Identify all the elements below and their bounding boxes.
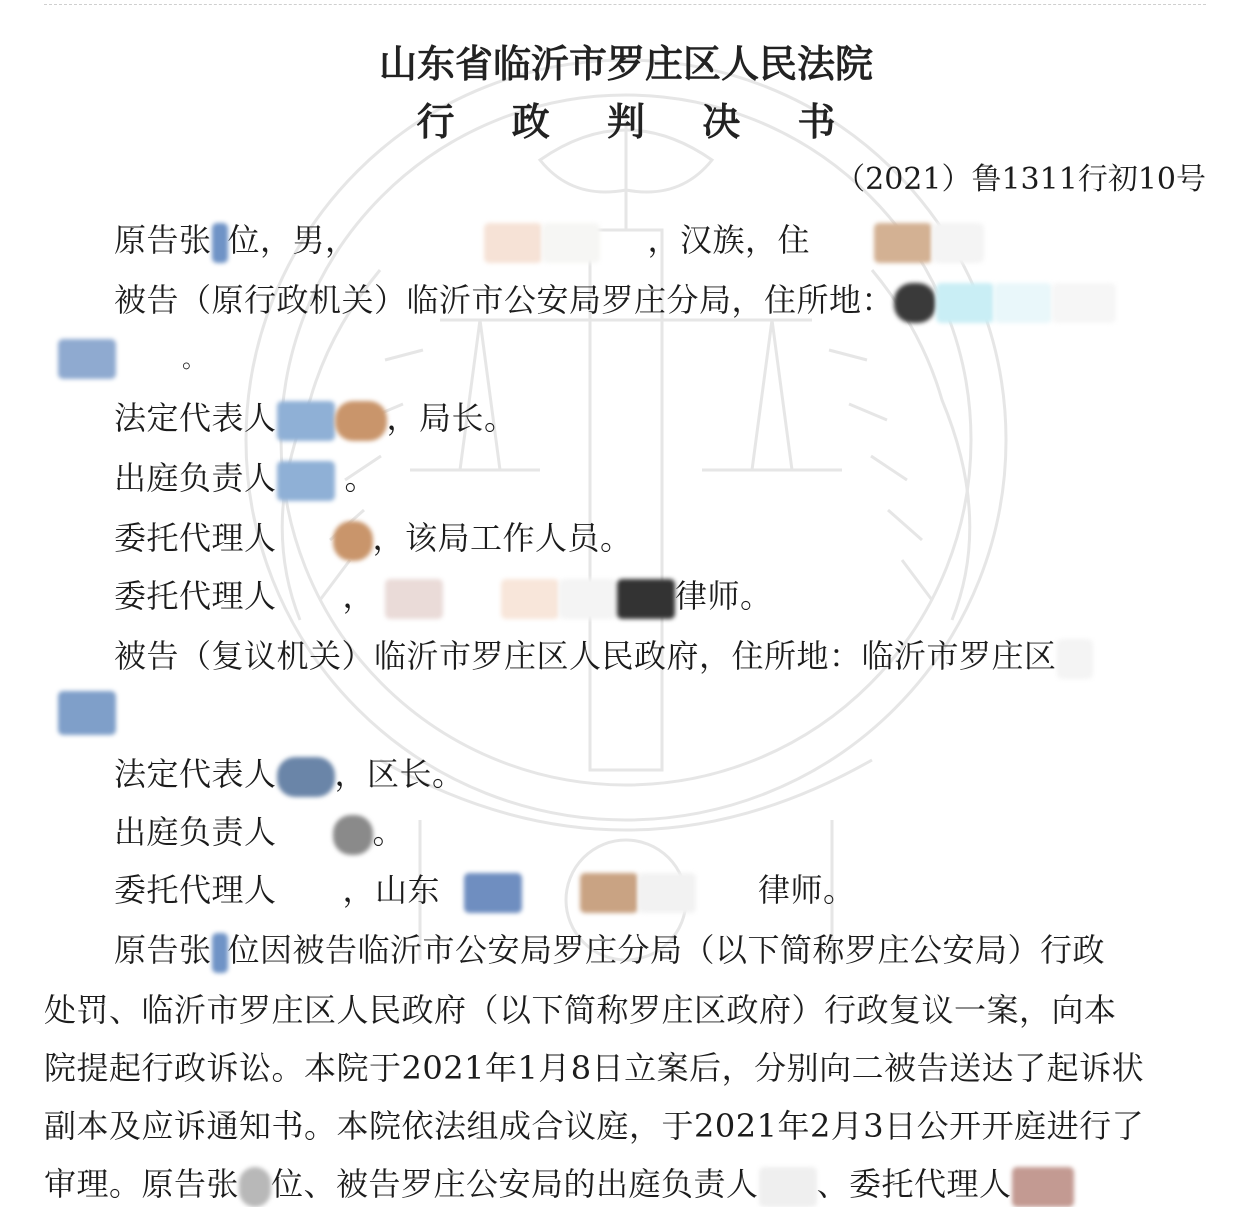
redaction-block	[58, 339, 116, 379]
redaction-block	[239, 1167, 271, 1207]
redaction-block	[894, 283, 936, 323]
body-text: 位、被告罗庄公安局的出庭负责人	[271, 1165, 759, 1203]
defendant1-line-cont	[58, 336, 207, 379]
redaction-block	[1057, 639, 1093, 679]
redaction-block	[874, 223, 932, 263]
redaction-block	[501, 579, 559, 619]
body-text: 、委托代理人	[816, 1165, 1012, 1203]
redaction-block	[464, 873, 522, 913]
d2-agent-title: 律师。	[758, 871, 856, 909]
d2-legal-rep-line	[114, 754, 465, 797]
redaction-block	[335, 401, 387, 441]
defendant2-line	[114, 636, 1093, 679]
body-line-3: 院提起行政诉讼。本院于2021年1月8日立案后，分别向二被告送达了起诉状	[44, 1049, 1145, 1087]
d1-agent2-label: 委托代理人	[114, 577, 277, 615]
redaction-block	[277, 461, 335, 501]
plaintiff-label: 原告张	[114, 221, 212, 259]
d1-court-line	[114, 458, 377, 501]
plaintiff-ethnicity: ，汉族，住	[647, 221, 811, 259]
d1-agent1-line	[114, 518, 633, 561]
defendant1-text: 被告（原行政机关）临沂市公安局罗庄分局，住所地：	[114, 281, 895, 319]
redaction-block	[936, 283, 994, 323]
redaction-block	[1052, 283, 1116, 323]
body-text: 原告张	[114, 931, 212, 969]
redaction-block	[333, 815, 373, 855]
d2-agent-line	[114, 870, 856, 913]
body-line-1	[114, 930, 1105, 973]
redaction-block	[212, 223, 228, 263]
redaction-block	[994, 283, 1052, 323]
d1-agent2-title: 律师。	[675, 577, 773, 615]
redaction-block	[484, 223, 542, 263]
redaction-block	[559, 579, 617, 619]
redaction-block	[759, 1167, 817, 1207]
body-line-5	[44, 1164, 1074, 1207]
redaction-block	[385, 579, 443, 619]
redaction-block	[542, 223, 600, 263]
defendant1-end: 。	[182, 345, 207, 373]
plaintiff-line	[114, 220, 984, 263]
d2-court-end: 。	[372, 813, 406, 851]
body-text: 审理。原告张	[44, 1165, 240, 1203]
redaction-block	[580, 873, 638, 913]
defendant2-text: 被告（复议机关）临沂市罗庄区人民政府，住所地：临沂市罗庄区	[114, 637, 1057, 675]
d1-rep-label: 法定代表人	[114, 399, 277, 437]
body-line-2: 处罚、临沂市罗庄区人民政府（以下简称罗庄区政府）行政复议一案，向本	[44, 991, 1117, 1029]
plaintiff-sex: 位，男，	[227, 221, 358, 259]
redaction-block	[1012, 1167, 1074, 1207]
redaction-block	[617, 579, 675, 619]
redaction-block	[277, 401, 335, 441]
d1-court-label: 出庭负责人	[114, 459, 277, 497]
body-line-4: 副本及应诉通知书。本院依法组成合议庭，于2021年2月3日公开开庭进行了	[44, 1107, 1145, 1145]
redaction-block	[277, 757, 335, 797]
redaction-block	[212, 933, 228, 973]
d2-court-label: 出庭负责人	[114, 813, 277, 851]
document-type-title: 行 政 判 决 书	[416, 100, 858, 144]
d2-agent-firm: ，山东	[342, 871, 441, 909]
d1-court-end: 。	[344, 459, 378, 497]
body-text: 位因被告临沂市公安局罗庄分局（以下简称罗庄公安局）行政	[227, 931, 1106, 969]
d1-legal-rep-line	[114, 398, 517, 441]
redaction-block	[638, 873, 696, 913]
d1-agent1-label: 委托代理人	[114, 519, 277, 557]
defendant1-line	[114, 280, 1116, 323]
defendant2-line-cont	[58, 690, 116, 735]
d1-agent1-title: ，该局工作人员。	[372, 519, 633, 557]
d1-rep-title: ，局长。	[386, 399, 517, 437]
d2-agent-label: 委托代理人	[114, 871, 277, 909]
redaction-block	[58, 691, 116, 735]
d1-agent2-sep: ，	[342, 577, 376, 615]
d2-rep-title: ，区长。	[334, 755, 465, 793]
redaction-block	[932, 223, 984, 263]
d1-agent2-line	[114, 576, 773, 619]
case-number: （2021）鲁1311行初10号	[835, 162, 1206, 197]
d2-court-line	[114, 812, 405, 855]
d2-rep-label: 法定代表人	[114, 755, 277, 793]
redaction-block	[333, 521, 373, 561]
court-name: 山东省临沂市罗庄区人民法院	[378, 42, 873, 86]
